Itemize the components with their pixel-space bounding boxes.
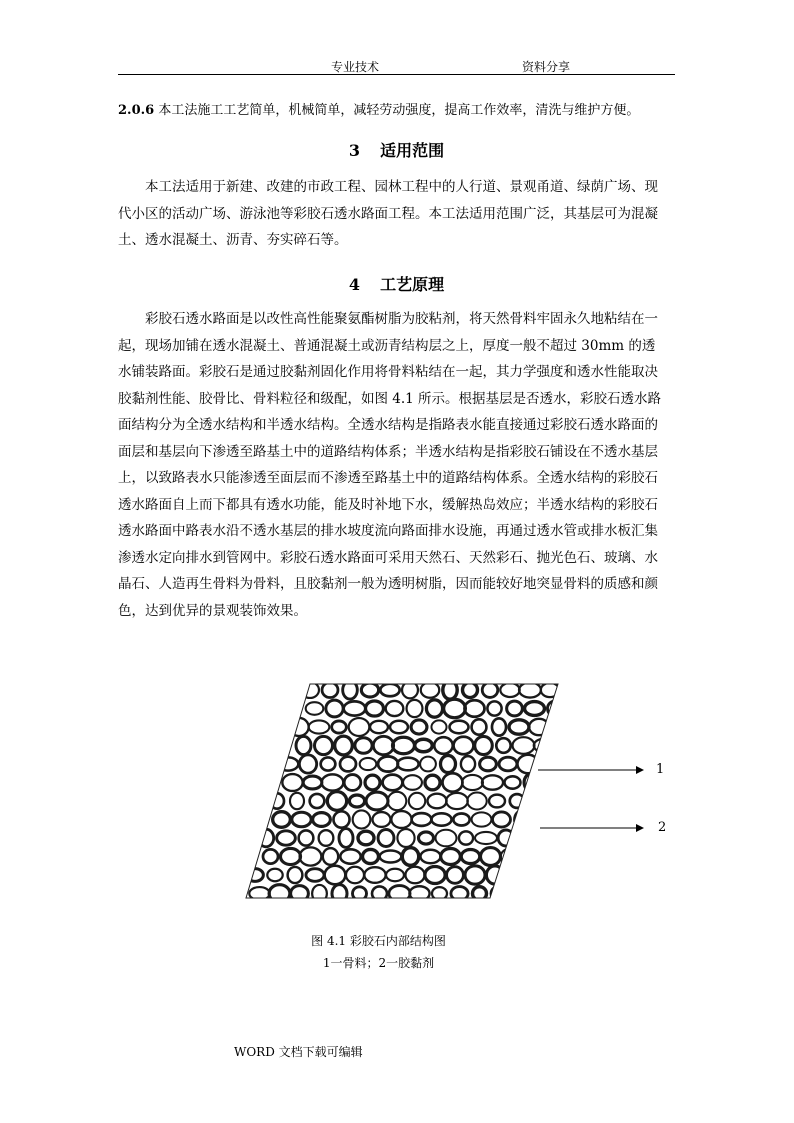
aggregate-pore xyxy=(575,831,597,845)
aggregate-pore xyxy=(325,866,346,885)
aggregate-pore xyxy=(569,794,584,807)
aggregate-pore xyxy=(397,829,414,847)
footer-note: WORD 文档下载可编辑 xyxy=(234,1045,363,1059)
aggregate-pore xyxy=(427,794,446,809)
aggregate-pore xyxy=(547,701,561,716)
aggregate-pore xyxy=(599,682,620,697)
aggregate-pore xyxy=(467,793,486,810)
aggregate-pore xyxy=(407,700,423,717)
aggregate-pore xyxy=(380,684,399,697)
section-4-heading xyxy=(118,272,675,295)
text-line: 水铺装路面。彩胶石是通过胶黏剂固化作用将骨料粘结在一起，其力学强度和透水性能取决 xyxy=(118,364,658,380)
aggregate-pore xyxy=(303,776,322,789)
header-right: 资料分享 xyxy=(522,60,571,74)
aggregate-pore xyxy=(450,721,469,734)
aggregate-pore xyxy=(583,681,598,699)
aggregate-pore xyxy=(647,700,662,717)
aggregate-pore xyxy=(505,866,525,885)
aggregate-pore xyxy=(288,867,303,883)
aggregate-pore xyxy=(403,775,422,790)
aggregate-pore xyxy=(269,885,290,903)
text-line: 土、透水混凝土、沥青、夯实碎石等。 xyxy=(118,232,348,248)
aggregate-pore xyxy=(586,699,604,717)
aggregate-pore xyxy=(550,794,565,808)
aggregate-pore xyxy=(563,849,578,864)
aggregate-pore xyxy=(560,683,580,697)
aggregate-pore xyxy=(412,813,432,826)
aggregate-pore xyxy=(465,866,485,884)
aggregate-pore xyxy=(447,867,464,884)
aggregate-pore xyxy=(306,702,324,715)
aggregate-pore xyxy=(513,737,535,754)
aggregate-pore xyxy=(628,719,649,735)
aggregate-pore xyxy=(335,736,353,755)
text-line: 透水路面自上而下都具有透水功能，能及时补地下水，缓解热岛效应；半透水结构的彩胶石 xyxy=(118,496,658,513)
text-line: 晶石、人造再生骨料为骨料，且胶黏剂一般为透明树脂，因而能较好地突显骨料的质感和颜 xyxy=(118,576,658,592)
aggregate-pore xyxy=(292,812,311,827)
aggregate-pore xyxy=(498,830,514,846)
aggregate-pore xyxy=(426,700,442,717)
aggregate-pore xyxy=(453,813,469,825)
aggregate-pore xyxy=(529,887,551,900)
aggregate-pore xyxy=(463,682,478,697)
aggregate-pore xyxy=(300,847,322,865)
aggregate-pore xyxy=(349,718,370,736)
text-line: 彩胶石透水路面是以改性高性能聚氨酯树脂为胶粘剂，将天然骨料牢固永久地粘结在一 xyxy=(145,311,658,327)
aggregate-pore xyxy=(332,721,347,733)
aggregate-pore xyxy=(282,774,302,791)
section-number: 4 xyxy=(348,275,361,294)
aggregate-pore xyxy=(364,867,385,883)
aggregate-pore xyxy=(247,869,264,882)
aggregate-pore xyxy=(415,739,433,752)
aggregate-pore xyxy=(616,737,632,754)
aggregate-pore xyxy=(459,831,473,844)
text-line: 透水路面中路表水沿不透水基层的排水坡度流向路面排水设施，再通过透水管或排水板汇集 xyxy=(118,523,658,539)
text-line: 面层和基层向下渗透至路基土中的道路结构体系；半透水结构是指彩胶石铺设在不透水基层 xyxy=(118,443,658,460)
aggregate-pore xyxy=(544,868,566,882)
aggregate-pore xyxy=(589,887,610,900)
header-left: 专业技术 xyxy=(331,60,380,74)
aggregate-pore xyxy=(383,775,403,791)
aggregate-pore xyxy=(366,792,388,810)
aggregate-pore xyxy=(596,830,615,847)
clause-number: 2.0.6 xyxy=(118,103,155,118)
aggregate-pore xyxy=(277,831,296,845)
aggregate-pore xyxy=(542,849,560,864)
aggregate-pore xyxy=(442,773,462,791)
aggregate-pore xyxy=(603,850,618,864)
aggregate-pore xyxy=(420,850,440,863)
aggregate-pore xyxy=(344,775,361,791)
aggregate-pore xyxy=(606,702,624,715)
aggregate-pore xyxy=(402,848,419,866)
aggregate-pore xyxy=(532,811,552,828)
aggregate-pore xyxy=(310,794,325,808)
aggregate-pore xyxy=(462,775,483,790)
aggregate-pore xyxy=(440,755,455,772)
aggregate-pore xyxy=(358,831,374,845)
aggregate-pore xyxy=(353,810,371,828)
text-line: 面结构分为全透水结构和半透水结构。全透水结构是指路表水能直接通过彩胶石透水路面的 xyxy=(118,417,658,433)
aggregate-pore xyxy=(446,793,468,809)
aggregate-pore xyxy=(507,701,523,716)
aggregate-pore xyxy=(267,869,282,881)
aggregate-pore xyxy=(590,794,605,808)
aggregate-pore xyxy=(315,736,333,754)
aggregate-pore xyxy=(333,811,349,827)
aggregate-pore xyxy=(321,757,336,770)
aggregate-pore xyxy=(421,682,439,697)
aggregate-pore xyxy=(397,758,418,771)
aggregate-pore xyxy=(327,792,346,811)
aggregate-pore xyxy=(370,721,388,733)
aggregate-pore xyxy=(552,886,567,901)
aggregate-pore xyxy=(595,739,612,752)
aggregate-pore xyxy=(339,829,353,848)
arrow-2-head xyxy=(636,824,644,832)
aggregate-pore xyxy=(583,850,599,863)
aggregate-pore xyxy=(323,848,338,865)
aggregate-pore xyxy=(505,776,521,788)
section-number: 3 xyxy=(348,141,361,160)
aggregate-pore xyxy=(525,702,545,716)
text-line: 胶黏剂性能、胶骨比、骨料粒径和级配，如图 4.1 所示。根据基层是否透水，彩胶石透水路 xyxy=(118,390,662,407)
aggregate-pore xyxy=(361,683,378,697)
aggregate-pore xyxy=(322,774,344,790)
aggregate-pore xyxy=(346,867,364,883)
aggregate-pore xyxy=(322,682,338,697)
aggregate-pore xyxy=(363,849,379,863)
aggregate-pore xyxy=(296,736,311,754)
aggregate-pore xyxy=(431,813,451,825)
aggregate-pore xyxy=(391,811,411,828)
aggregate-pore xyxy=(326,700,343,717)
aggregate-pore xyxy=(554,738,572,752)
aggregate-pore xyxy=(543,775,562,791)
aggregate-pore xyxy=(591,811,612,828)
aggregate-pore xyxy=(299,755,316,773)
section-3-heading xyxy=(118,138,675,161)
aggregate-pore xyxy=(436,830,457,847)
aggregate-pore xyxy=(409,886,429,900)
aggregate-pore xyxy=(378,829,394,846)
aggregate-pore xyxy=(528,793,546,809)
aggregate-pore xyxy=(425,775,440,790)
aggregate-pore xyxy=(539,830,554,845)
aggregate-pore xyxy=(480,757,497,771)
aggregate-pore xyxy=(623,775,642,790)
aggregate-pore xyxy=(584,869,605,882)
section-title: 适用范围 xyxy=(380,141,445,160)
aggregate-pore xyxy=(489,795,505,808)
aggregate-pore xyxy=(380,850,402,862)
aggregate-pore xyxy=(291,886,309,902)
aggregate-pore xyxy=(610,720,628,735)
aggregate-pore xyxy=(509,887,530,901)
aggregate-pore xyxy=(319,830,334,846)
aggregate-pore xyxy=(551,721,568,734)
aggregate-pore xyxy=(313,813,331,827)
aggregate-pore xyxy=(388,792,407,810)
aggregate-pore xyxy=(290,793,304,809)
text-line: 代小区的活动广场、游泳池等彩胶石透水路面工程。本工法适用范围广泛，其基层可为混凝 xyxy=(118,205,658,222)
aggregate-pore xyxy=(603,776,622,790)
aggregate-pore xyxy=(573,738,595,754)
aggregate-pore xyxy=(500,683,519,697)
aggregate-pore xyxy=(431,720,446,733)
aggregate-pore xyxy=(519,831,534,845)
aggregate-pore xyxy=(509,720,529,734)
aggregate-pore xyxy=(572,721,587,733)
aggregate-pore xyxy=(499,757,517,771)
arrow-1-head xyxy=(636,766,644,774)
aggregate-pore xyxy=(621,683,640,698)
section-3-body xyxy=(118,174,675,254)
aggregate-pore xyxy=(482,775,503,789)
aggregate-pore xyxy=(360,758,377,770)
aggregate-pore xyxy=(434,737,452,754)
header-rule xyxy=(118,74,675,75)
aggregate-pore xyxy=(461,756,475,772)
text-line: 色，达到优异的景观装饰效果。 xyxy=(118,602,307,619)
aggregate-pore xyxy=(278,757,299,770)
aggregate-pore xyxy=(386,869,404,881)
text-line: 本工法适用于新建、改建的市政工程、园林工程中的人行道、景观甬道、绿荫广场、现 xyxy=(145,179,658,195)
aggregate-pore xyxy=(312,885,327,902)
aggregate-pore xyxy=(482,683,498,698)
clause-text: 本工法施工工艺简单，机械简单，减轻劳动强度，提高工作效率，清洗与维护方便。 xyxy=(158,103,640,118)
aggregate-pore xyxy=(492,718,506,735)
aggregate-pore xyxy=(566,702,584,715)
aggregate-pore xyxy=(420,757,436,772)
aggregate-pore xyxy=(633,737,654,753)
aggregate-pore xyxy=(299,830,314,845)
aggregate-pore xyxy=(472,812,492,826)
aggregate-pore xyxy=(551,811,573,829)
aggregate-pore xyxy=(263,849,278,863)
aggregate-pore xyxy=(365,775,380,790)
callout-label-1: 1 xyxy=(656,762,665,777)
aggregate-pore xyxy=(608,794,625,808)
aggregate-pore xyxy=(386,701,404,716)
aggregate-pore xyxy=(332,885,347,903)
aggregate-pore xyxy=(390,721,408,733)
aggregate-pore xyxy=(561,757,576,770)
aggregate-pore xyxy=(344,701,366,715)
aggregate-pore xyxy=(441,849,461,865)
section-4-body xyxy=(118,306,675,624)
aggregate-pore xyxy=(340,757,356,772)
aggregate-pore xyxy=(640,684,659,697)
callout-label-2: 2 xyxy=(658,820,667,835)
clause-2-0-6 xyxy=(118,98,675,125)
aggregate-pore xyxy=(309,720,330,733)
aggregate-pore xyxy=(378,756,398,771)
aggregate-pore xyxy=(624,702,645,716)
aggregate-pore xyxy=(411,720,427,734)
aggregate-pore xyxy=(355,738,372,753)
aggregate-pore xyxy=(465,700,485,716)
aggregate-pore xyxy=(520,847,540,866)
text-line: 起，现场加铺在透水混凝土、普通混凝土或沥青结构层之上，厚度一般不超过 30mm 的透 xyxy=(118,337,656,354)
aggregate-pore xyxy=(496,738,510,753)
aggregate-pore xyxy=(528,867,543,883)
aggregate-pore xyxy=(418,832,433,844)
aggregate-pore xyxy=(393,737,415,753)
aggregate-pore xyxy=(564,776,582,789)
aggregate-pore xyxy=(306,869,324,882)
aggregate-pore xyxy=(480,848,500,866)
aggregate-pore xyxy=(584,776,600,790)
aggregate-pore xyxy=(443,681,457,700)
aggregate-pore xyxy=(565,868,585,882)
aggregate-pore xyxy=(517,755,538,774)
figure-legend: 1一骨料；2一胶黏剂 xyxy=(322,956,435,970)
aggregate-pore xyxy=(472,719,487,734)
aggregate-pore xyxy=(366,701,384,716)
aggregate-pore xyxy=(461,849,479,863)
text-line: 上，以致路表水只能渗透至面层而不渗透至路基土中的道路结构体系。全透水结构的彩胶石 xyxy=(118,470,658,486)
aggregate-pore xyxy=(349,795,364,807)
aggregate-pore xyxy=(373,736,393,754)
aggregate-pore xyxy=(425,867,445,884)
section-title: 工艺原理 xyxy=(380,275,445,294)
aggregate-pore xyxy=(557,830,576,847)
aggregate-pore xyxy=(273,812,291,828)
aggregate-pore xyxy=(591,721,607,733)
aggregate-pore xyxy=(340,849,360,863)
aggregate-pore xyxy=(475,832,497,844)
aggregate-pore xyxy=(574,812,590,826)
aggregate-pore xyxy=(600,757,616,771)
text-line: 渗透水定向排水到管网中。彩胶石透水路面可采用天然石、天然彩石、抛光色石、玻璃、水 xyxy=(118,549,658,566)
figure-caption: 图 4.1 彩胶石内部结构图 xyxy=(311,934,446,948)
aggregate-pore xyxy=(280,848,300,864)
aggregate-pore xyxy=(405,867,424,884)
aggregate-pore xyxy=(475,736,493,754)
aggregate-pore xyxy=(444,699,466,717)
aggregate-pore xyxy=(493,812,511,827)
aggregate-pore xyxy=(373,812,391,827)
porous-structure-illustration xyxy=(240,680,680,910)
aggregate-pore xyxy=(570,885,589,901)
aggregate-pore xyxy=(389,886,410,902)
aggregate-pore xyxy=(453,737,473,754)
aggregate-pore xyxy=(409,793,425,809)
aggregate-pore xyxy=(519,682,541,697)
aggregate-pore xyxy=(613,812,630,827)
aggregate-pore xyxy=(487,701,501,715)
